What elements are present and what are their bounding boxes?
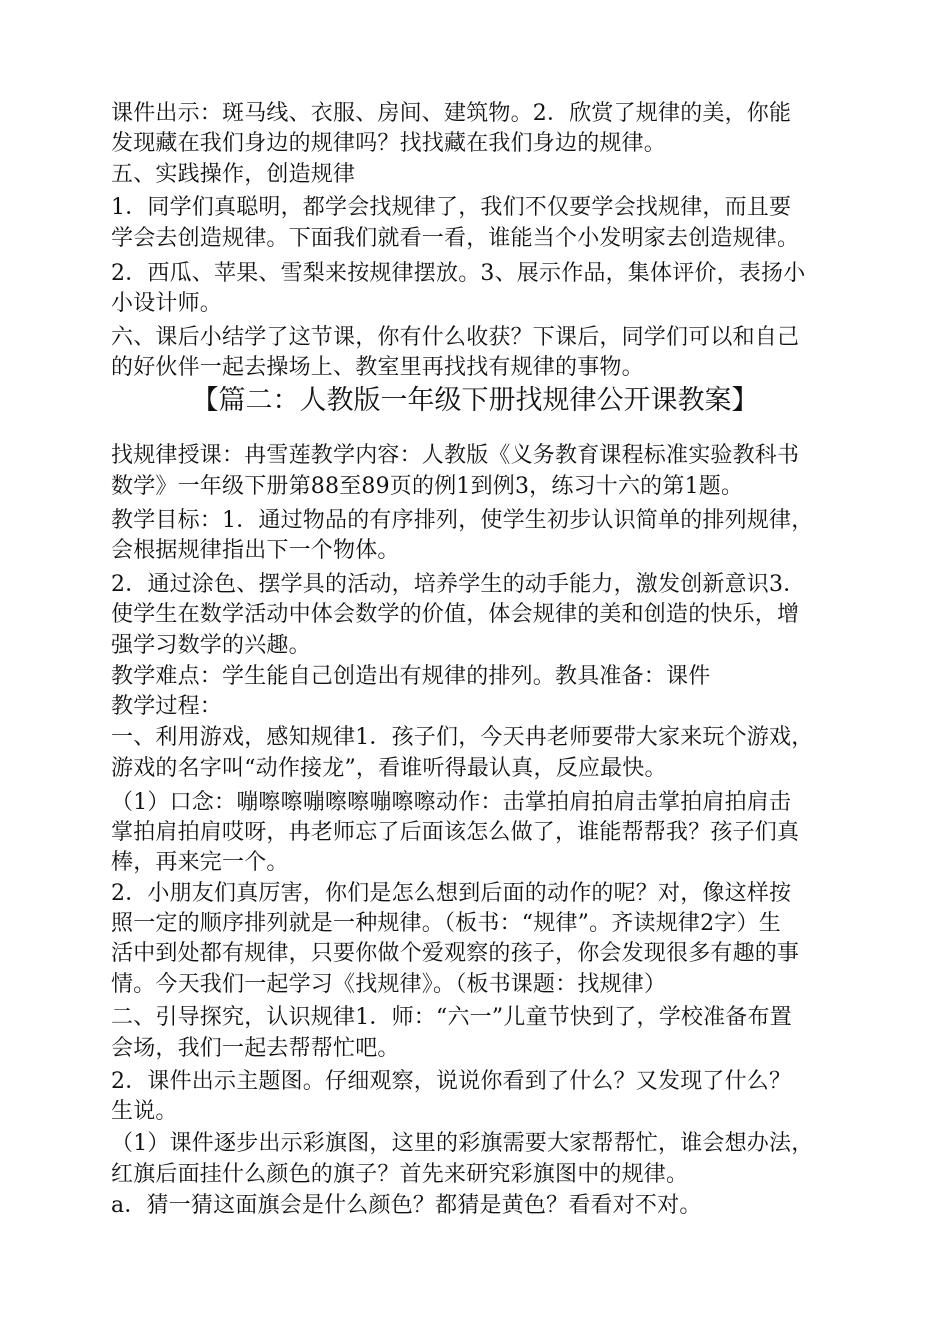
text-line: 课件出示：斑马线、衣服、房间、建筑物。2．欣赏了规律的美，你能 <box>111 101 792 126</box>
text-line: 2．西瓜、苹果、雪梨来按规律摆放。3、展示作品，集体评价，表扬小 <box>111 261 806 286</box>
text-line: 发现藏在我们身边的规律吗？找找藏在我们身边的规律。 <box>111 131 667 156</box>
text-line: 教学目标：1．通过物品的有序排列，使学生初步认识简单的排列规律， <box>111 508 814 533</box>
text-line: 2．小朋友们真厉害，你们是怎么想到后面的动作的呢？对，像这样按 <box>111 881 792 906</box>
text-line: 教学过程： <box>111 694 223 719</box>
text-line: 强学习数学的兴趣。 <box>111 633 311 658</box>
text-line: 五、实践操作，创造规律 <box>111 162 356 187</box>
text-line: （1）口念：嘣嚓嚓嘣嚓嚓嘣嚓嚓动作：击掌拍肩拍肩击掌拍肩拍肩击 <box>111 790 792 815</box>
text-line: 找规律授课：冉雪莲教学内容：人教版《义务教育课程标准实验教科书 <box>111 443 800 468</box>
text-line: 2．通过涂色、摆学具的活动，培养学生的动手能力，激发创新意识3． <box>111 572 806 597</box>
text-line: 教学难点：学生能自己创造出有规律的排列。教具准备：课件 <box>111 664 711 689</box>
text-line: 的好伙伴一起去操场上、教室里再找找有规律的事物。 <box>111 355 644 380</box>
text-line: 情。今天我们一起学习《找规律》。（板书课题：找规律） <box>111 972 667 997</box>
text-line: 使学生在数学活动中体会数学的价值，体会规律的美和创造的快乐，增 <box>111 602 800 627</box>
text-line: 活中到处都有规律，只要你做个爱观察的孩子，你会发现很多有趣的事 <box>111 941 800 966</box>
text-line: 学会去创造规律。下面我们就看一看，谁能当个小发明家去创造规律。 <box>111 226 800 251</box>
text-line: 2．课件出示主题图。仔细观察，说说你看到了什么？又发现了什么？ <box>111 1069 792 1094</box>
text-line: 游戏的名字叫“动作接龙”，看谁听得最认真，反应最快。 <box>111 756 667 781</box>
text-line: 二、引导探究，认识规律1．师：“六一”儿童节快到了，学校准备布置 <box>111 1005 792 1030</box>
text-line: 会场，我们一起去帮帮忙吧。 <box>111 1036 400 1061</box>
text-line: a．猜一猜这面旗会是什么颜色？都猜是黄色？看看对不对。 <box>111 1193 702 1218</box>
text-line: 一、利用游戏，感知规律1．孩子们，今天冉老师要带大家来玩个游戏， <box>111 725 814 750</box>
text-line: 会根据规律指出下一个物体。 <box>111 538 400 563</box>
text-line: 红旗后面挂什么颜色的旗子？首先来研究彩旗图中的规律。 <box>111 1162 689 1187</box>
section-title: 【篇二：人教版一年级下册找规律公开课教案】 <box>191 385 759 416</box>
text-line: 六、课后小结学了这节课，你有什么收获？下课后，同学们可以和自己 <box>111 325 800 350</box>
text-line: 掌拍肩拍肩哎呀，冉老师忘了后面该怎么做了，谁能帮帮我？孩子们真 <box>111 820 800 845</box>
text-line: （1）课件逐步出示彩旗图，这里的彩旗需要大家帮帮忙，谁会想办法， <box>111 1131 814 1156</box>
text-line: 生说。 <box>111 1099 178 1124</box>
text-line: 小设计师。 <box>111 291 223 316</box>
text-line: 棒，再来完一个。 <box>111 850 289 875</box>
text-line: 数学》一年级下册第88至89页的例1到例3，练习十六的第1题。 <box>111 474 744 499</box>
text-line: 1．同学们真聪明，都学会找规律了，我们不仅要学会找规律，而且要 <box>111 195 792 220</box>
text-line: 照一定的顺序排列就是一种规律。（板书：“规律”。齐读规律2字）生 <box>111 911 781 936</box>
